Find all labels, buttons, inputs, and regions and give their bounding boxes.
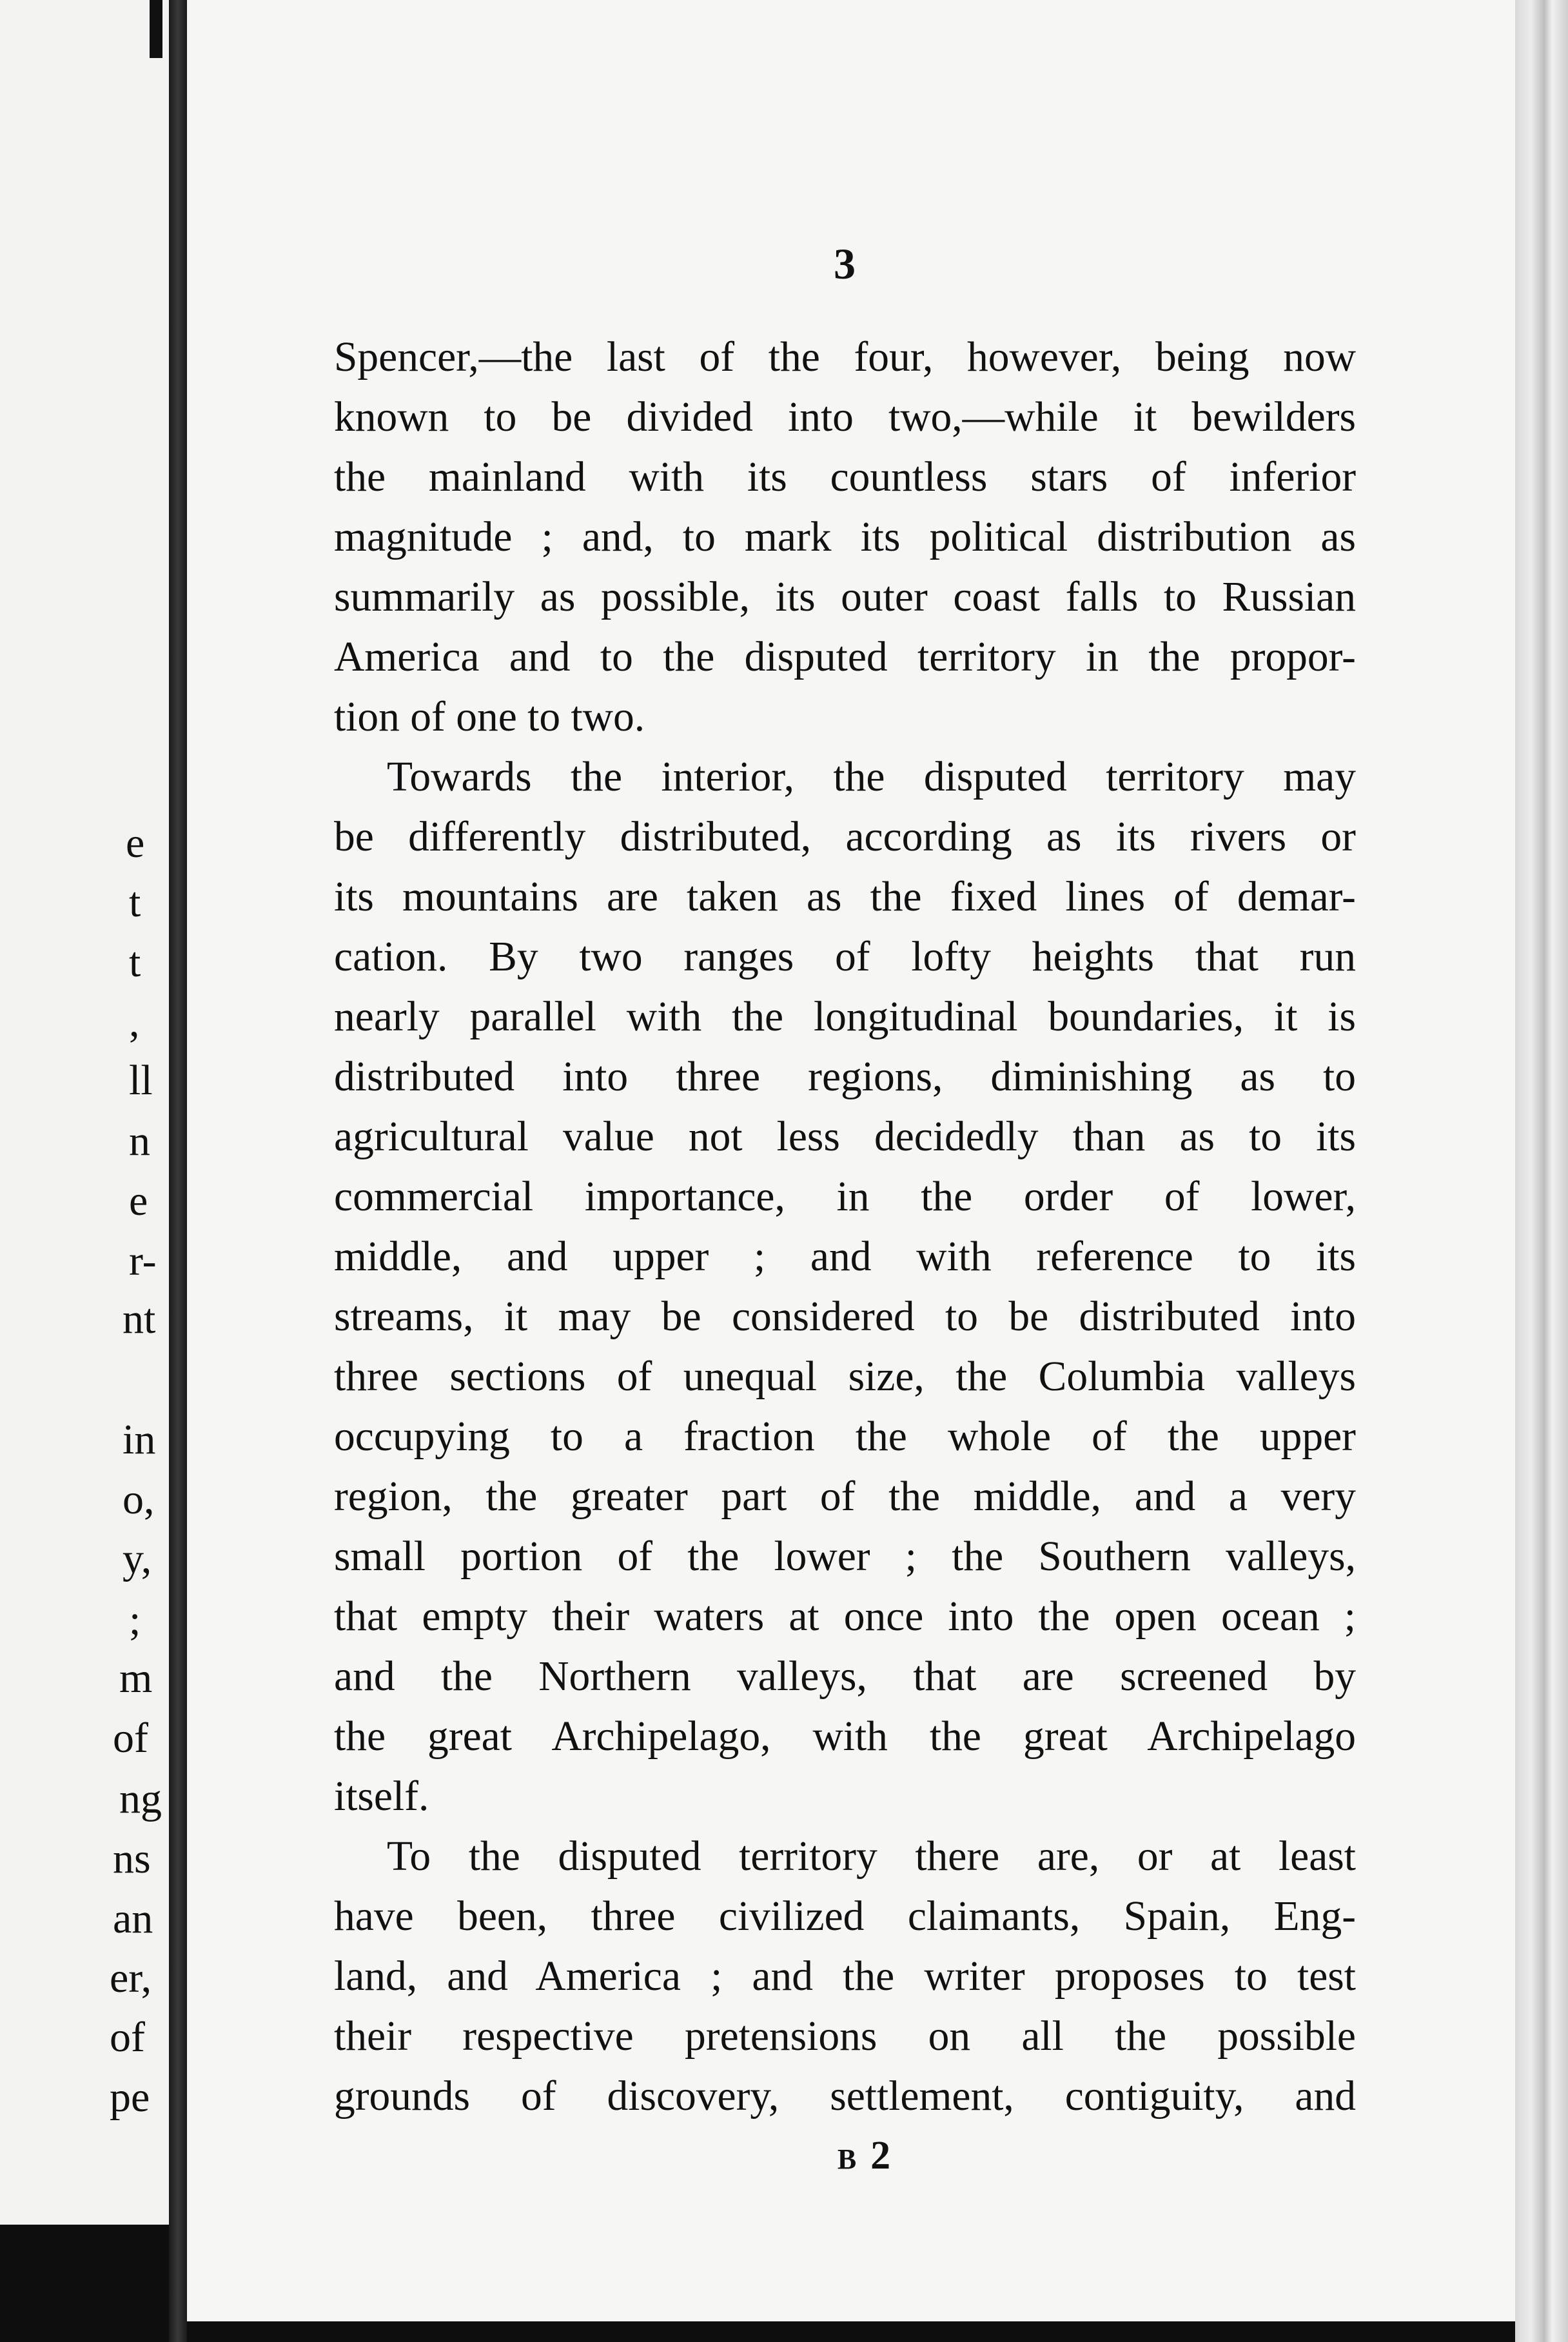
text-line: grounds of discovery, settlement, contiguity, and bbox=[334, 2073, 1356, 2120]
binding-mark bbox=[150, 0, 162, 58]
prev-fragment: ns bbox=[113, 1835, 151, 1882]
text-line: known to be divided into two,—while it bewilders bbox=[334, 394, 1356, 440]
prev-fragment: ng bbox=[119, 1775, 162, 1822]
text-line: middle, and upper ; and with reference to its bbox=[334, 1234, 1356, 1280]
text-line: Towards the interior, the disputed territory may bbox=[387, 754, 1356, 800]
text-line: America and to the disputed territory in the propor- bbox=[334, 634, 1356, 680]
prev-fragment: in bbox=[122, 1416, 156, 1463]
prev-fragment: of bbox=[110, 2014, 145, 2061]
text-line: have been, three civilized claimants, Spain, Eng- bbox=[334, 1893, 1356, 1940]
text-line: commercial importance, in the order of lower, bbox=[334, 1174, 1356, 1220]
prev-fragment: y, bbox=[122, 1535, 152, 1582]
book-gutter bbox=[169, 0, 187, 2342]
prev-fragment: r- bbox=[129, 1237, 157, 1284]
text-line: land, and America ; and the writer proposes to test bbox=[334, 1953, 1356, 2000]
text-line: tion of one to two. bbox=[334, 694, 645, 740]
text-line: summarily as possible, its outer coast falls to Russian bbox=[334, 574, 1356, 620]
text-line: three sections of unequal size, the Columbia valleys bbox=[334, 1353, 1356, 1400]
text-line: distributed into three regions, diminishing as to bbox=[334, 1054, 1356, 1100]
prev-fragment: n bbox=[129, 1117, 150, 1165]
prev-fragment: m bbox=[119, 1655, 153, 1702]
text-line: magnitude ; and, to mark its political distribution as bbox=[334, 514, 1356, 560]
prev-fragment: e bbox=[129, 1177, 148, 1225]
prev-fragment: of bbox=[113, 1715, 148, 1762]
page-number: 3 bbox=[834, 239, 856, 288]
text-line: streams, it may be considered to be distributed into bbox=[334, 1294, 1356, 1340]
text-line: occupying to a fraction the whole of the upper bbox=[334, 1413, 1356, 1460]
prev-fragment: ; bbox=[129, 1597, 141, 1644]
text-line: itself. bbox=[334, 1773, 429, 1820]
text-line: the mainland with its countless stars of inferior bbox=[334, 454, 1356, 500]
text-line: agricultural value not less decidedly than as to its bbox=[334, 1114, 1356, 1160]
page-edge bbox=[1515, 0, 1568, 2342]
prev-fragment: nt bbox=[122, 1295, 156, 1343]
signature-letter: B bbox=[837, 2143, 857, 2175]
previous-page-edge bbox=[0, 0, 169, 2225]
prev-fragment: , bbox=[129, 999, 140, 1046]
page-body bbox=[334, 328, 1356, 2127]
text-line: cation. By two ranges of lofty heights that run bbox=[334, 934, 1356, 980]
text-line: their respective pretensions on all the possible bbox=[334, 2013, 1356, 2060]
text-line: its mountains are taken as the fixed lines of demar- bbox=[334, 874, 1356, 920]
prev-fragment: an bbox=[113, 1895, 153, 1942]
text-line: nearly parallel with the longitudinal boundaries, it is bbox=[334, 994, 1356, 1040]
signature-number: 2 bbox=[870, 2134, 891, 2178]
text-line: region, the greater part of the middle, and a very bbox=[334, 1473, 1356, 1520]
text-line: and the Northern valleys, that are screened by bbox=[334, 1653, 1356, 1700]
prev-fragment: t bbox=[129, 879, 141, 926]
prev-fragment: ll bbox=[129, 1057, 153, 1104]
prev-fragment: t bbox=[129, 939, 141, 986]
text-line: To the disputed territory there are, or at least bbox=[387, 1833, 1356, 1880]
text-line: the great Archipelago, with the great Archipelago bbox=[334, 1713, 1356, 1760]
prev-fragment: o, bbox=[122, 1476, 155, 1523]
prev-fragment: e bbox=[126, 820, 145, 867]
text-line: Spencer,—the last of the four, however, being now bbox=[334, 334, 1356, 380]
text-line: small portion of the lower ; the Southern valleys, bbox=[334, 1533, 1356, 1580]
signature-mark bbox=[0, 2133, 1568, 2179]
prev-fragment: er, bbox=[110, 1954, 152, 2002]
prev-fragment: pe bbox=[110, 2074, 150, 2121]
text-line: that empty their waters at once into the open ocean ; bbox=[334, 1593, 1356, 1640]
text-line: be differently distributed, according as its rivers or bbox=[334, 814, 1356, 860]
